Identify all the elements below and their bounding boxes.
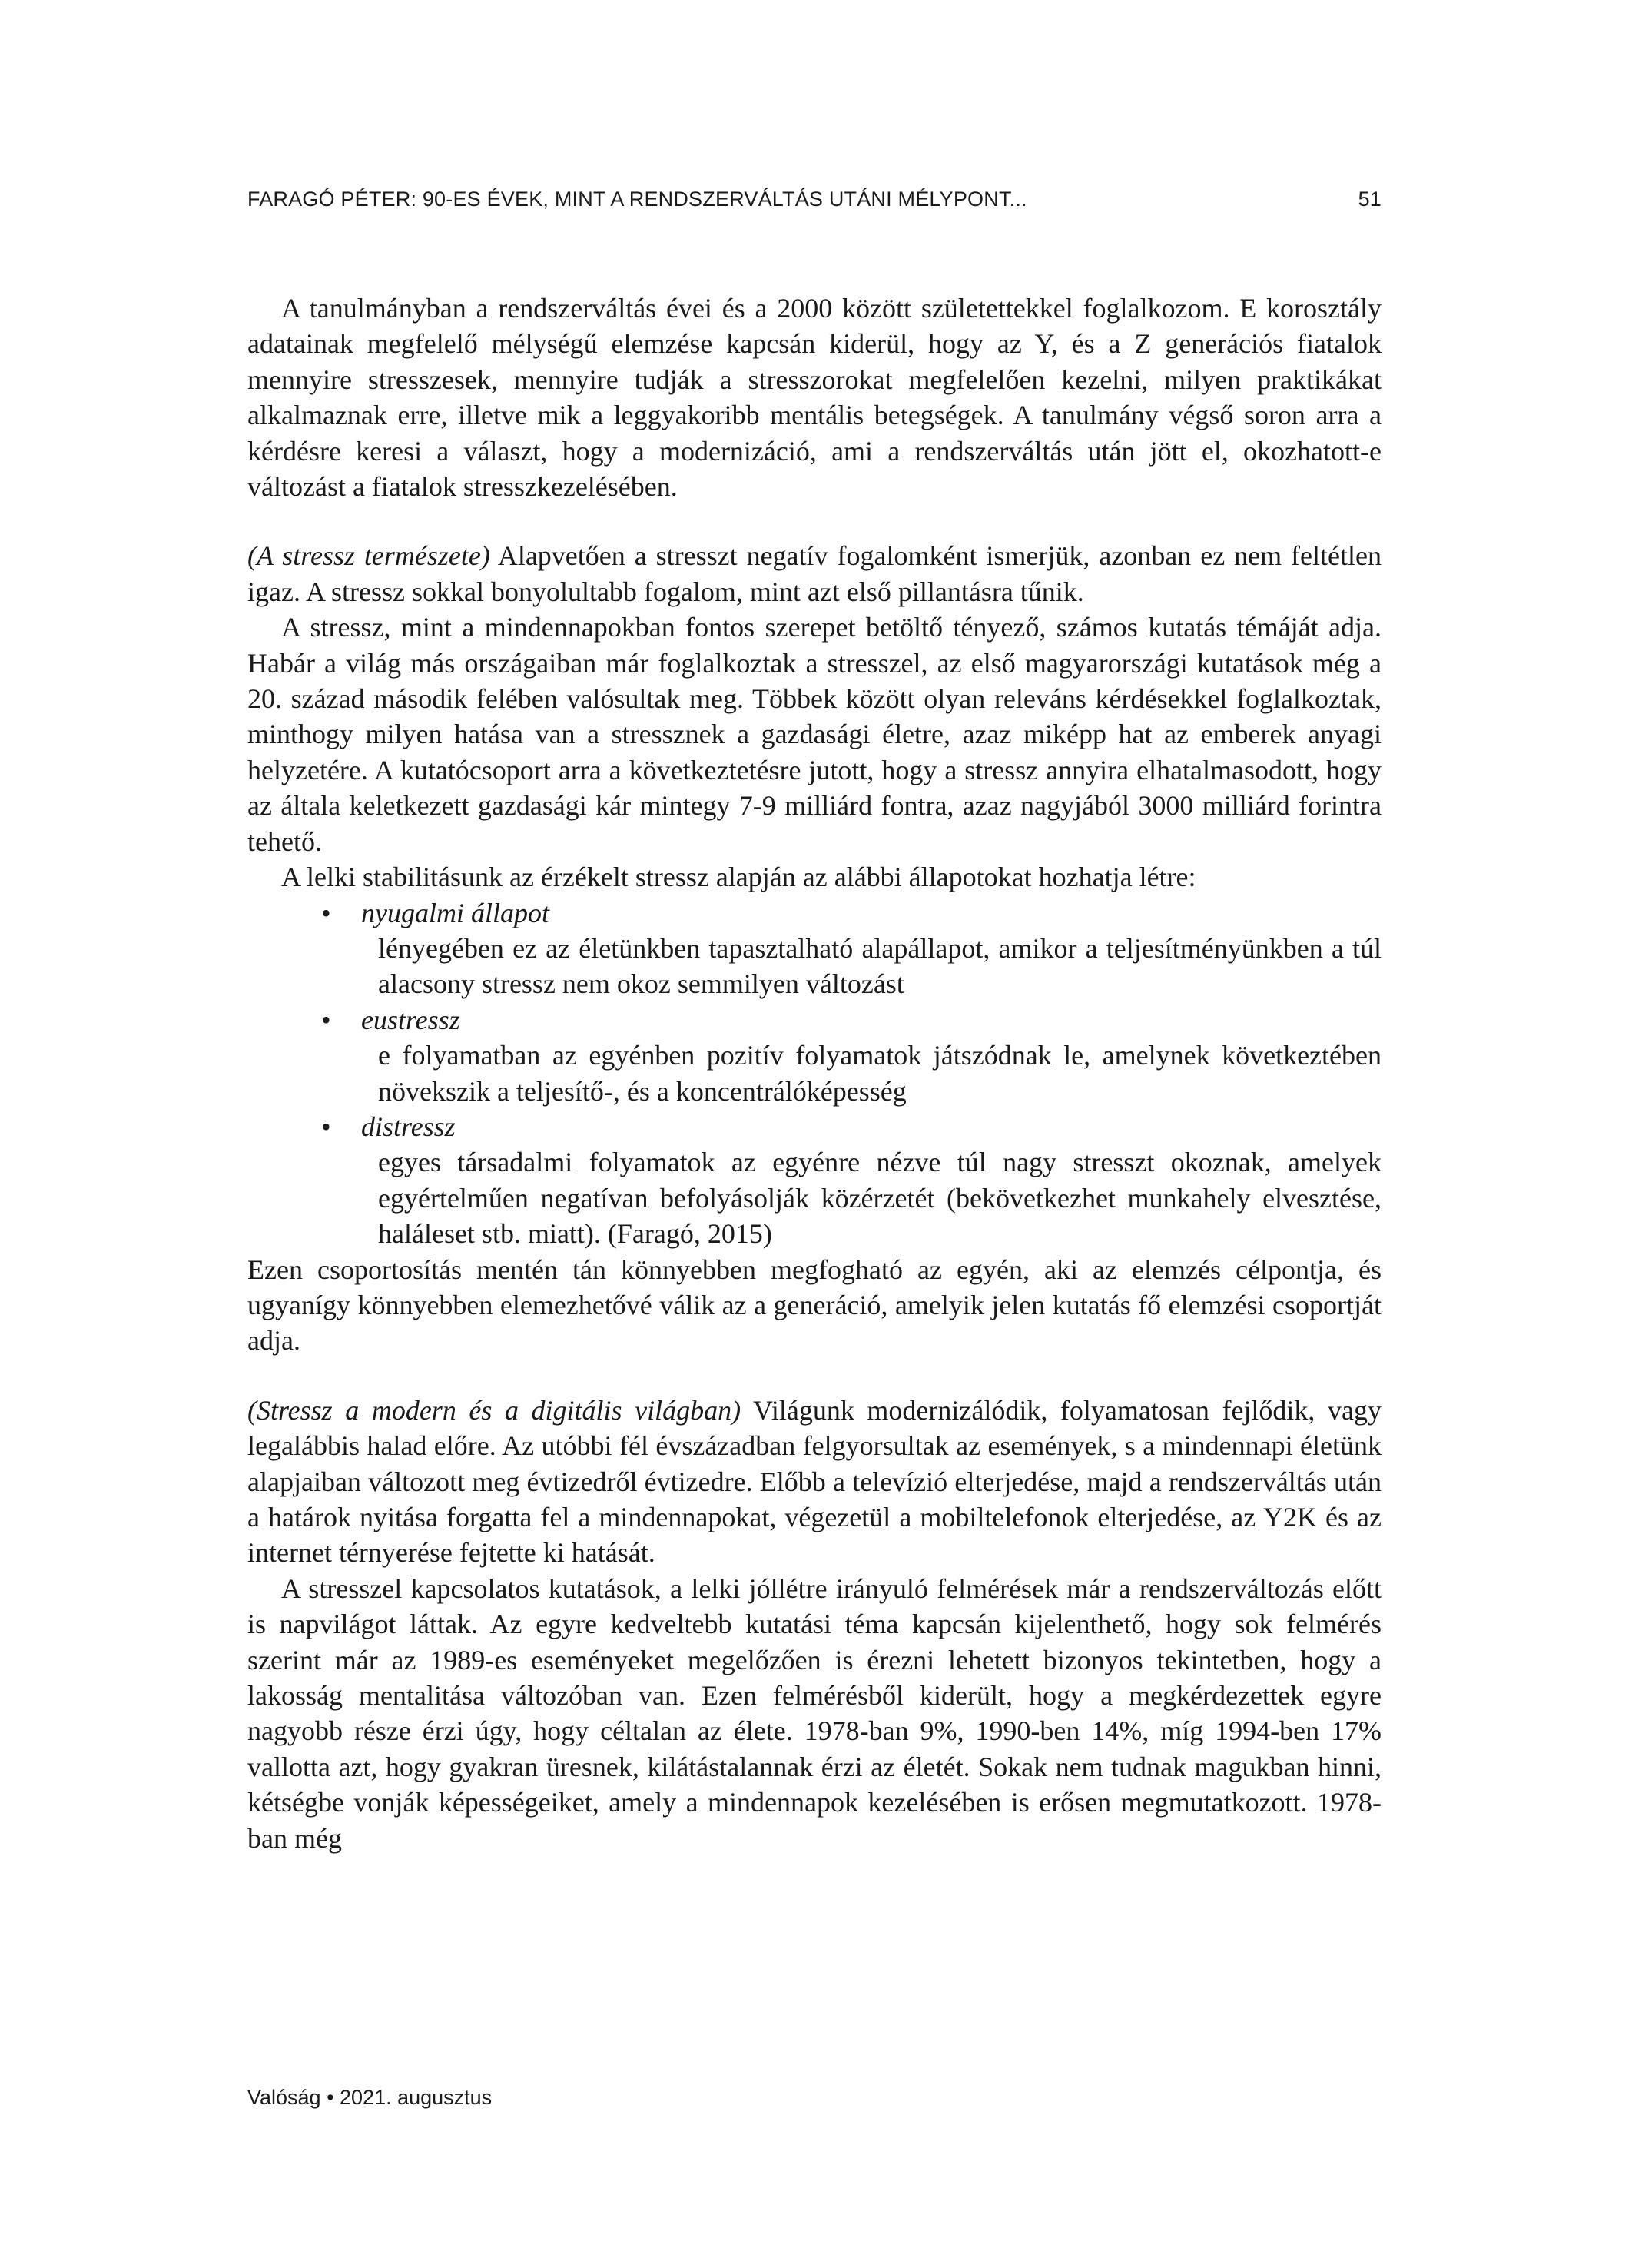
- list-item-description: egyes társadalmi folyamatok az egyénre nézve túl nagy stresszt okoznak, amelyek egyértelműen negatívan befolyásolják közérzetét (bekövetkezhet munkahely elvesztése, haláleset stb. miatt). (Faragó, 2015): [378, 1147, 1382, 1250]
- list-item: [247, 895, 1382, 1002]
- section-lead-text: Világunk modernizálódik, folyamatosan fejlődik, vagy legalábbis halad előre. Az utóbbi fél évszázadban felgyorsultak az események, s a mindennapi életünk alapjaiban változott meg évtizedről évtizedre. Előbb a televízió elterjedése, majd a rendszerváltás után a határok nyitása forgatta fel a mindennapokat, végezetül a mobiltelefonok elterjedése, az Y2K és az internet térnyerése fejtette ki hatását.: [247, 1394, 1382, 1569]
- stress-states-list: [247, 895, 1382, 1252]
- list-item-term: [247, 1109, 1382, 1144]
- list-item-term: [247, 895, 1382, 931]
- section-subheading: (Stressz a modern és a digitális világban): [247, 1394, 741, 1426]
- bullet-icon: •: [321, 897, 331, 928]
- section-lead-text: Alapvetően a stresszt negatív fogalomként ismerjük, azonban ez nem feltétlen igaz. A stressz sokkal bonyolultabb fogalom, mint azt első pillantásra tűnik.: [247, 540, 1382, 607]
- bullet-icon: •: [321, 1004, 331, 1035]
- section-modern-world-lead: [247, 1393, 1382, 1571]
- list-item-description: e folyamatban az egyénben pozitív folyamatok játszódnak le, amelynek következtében növekszik a teljesítő-, és a koncentrálóképesség: [378, 1040, 1382, 1107]
- bullet-icon: •: [321, 1111, 331, 1142]
- list-item-term-text: eustressz: [361, 1004, 460, 1035]
- list-item-term-text: nyugalmi állapot: [361, 897, 549, 928]
- list-item-description: lényegében ez az életünkben tapasztalható alapállapot, amikor a teljesítményünkben a túl alacsony stressz nem okoz semmilyen változást: [378, 932, 1382, 1000]
- running-title: FARAGÓ PÉTER: 90-ES ÉVEK, MINT A RENDSZERVÁLTÁS UTÁNI MÉLYPONT...: [247, 188, 1027, 211]
- paragraph: Ezen csoportosítás mentén tán könnyebben megfogható az egyén, aki az elemzés célpontja, és ugyanígy könnyebben elemezhetővé válik az a generáció, amelyik jelen kutatás fő elemzési csoportját adja.: [247, 1254, 1382, 1356]
- section-subheading: (A stressz természete): [247, 540, 490, 572]
- intro-paragraph: A tanulmányban a rendszerváltás évei és a 2000 között születettekkel foglalkozom. E korosztály adatainak megfelelő mélységű elemzése kapcsán kiderül, hogy az Y, és a Z generációs fiatalok mennyire stresszesek, mennyire tudják a stresszorokat megfelelően kezelni, milyen praktikákat alkalmaznak erre, illetve mik a leggyakoribb mentális betegségek. A tanulmány végső soron arra a kérdésre keresi a választ, hogy a modernizáció, ami a rendszerváltás után jött el, okozhatott-e változást a fiatalok stresszkezelésében.: [247, 293, 1382, 503]
- section-stress-nature-lead: [247, 538, 1382, 609]
- list-item-term: [247, 1002, 1382, 1038]
- list-item: [247, 1109, 1382, 1252]
- article-body: [247, 291, 1382, 1856]
- paragraph: A stressz, mint a mindennapokban fontos szerepet betöltő tényező, számos kutatás témáját adja. Habár a világ más országaiban már foglalkoztak a stresszel, az első magyarországi kutatások még a 20. század második felében valósultak meg. Többek között olyan releváns kérdésekkel foglalkoztak, minthogy milyen hatása van a stressznek a gazdasági életre, azaz miképp hat az emberek anyagi helyzetére. A kutatócsoport arra a következtetésre jutott, hogy a stressz annyira elhatalmasodott, hogy az általa keletkezett gazdasági kár mintegy 7-9 milliárd fontra, azaz nagyjából 3000 milliárd forintra tehető.: [247, 612, 1382, 857]
- list-item-term-text: distressz: [361, 1111, 456, 1142]
- paragraph: A stresszel kapcsolatos kutatások, a lelki jóllétre irányuló felmérések már a rendszerváltozás előtt is napvilágot láttak. Az egyre kedveltebb kutatási téma kapcsán kijelenthető, hogy sok felmérés szerint már az 1989-es eseményeket megelőzően is érezni lehetett bizonyos tekintetben, hogy a lakosság mentalitása változóban van. Ezen felmérésből kiderült, hogy a megkérdezettek egyre nagyobb része érzi úgy, hogy céltalan az élete. 1978-ban 9%, 1990-ben 14%, míg 1994-ben 17% vallotta azt, hogy gyakran üresnek, kilátástalannak érzi az életét. Sokak nem tudnak magukban hinni, kétségbe vonják képességeiket, amely a mindennapok kezelésében is erősen megmutatkozott. 1978-ban még: [247, 1572, 1382, 1854]
- list-item: [247, 1002, 1382, 1109]
- page-footer: Valóság • 2021. augusztus: [247, 2086, 493, 2109]
- page-number: 51: [1358, 188, 1382, 211]
- paragraph: A lelki stabilitásunk az érzékelt stressz alapján az alábbi állapotokat hozhatja létre:: [281, 862, 1196, 893]
- running-header: [247, 188, 1382, 218]
